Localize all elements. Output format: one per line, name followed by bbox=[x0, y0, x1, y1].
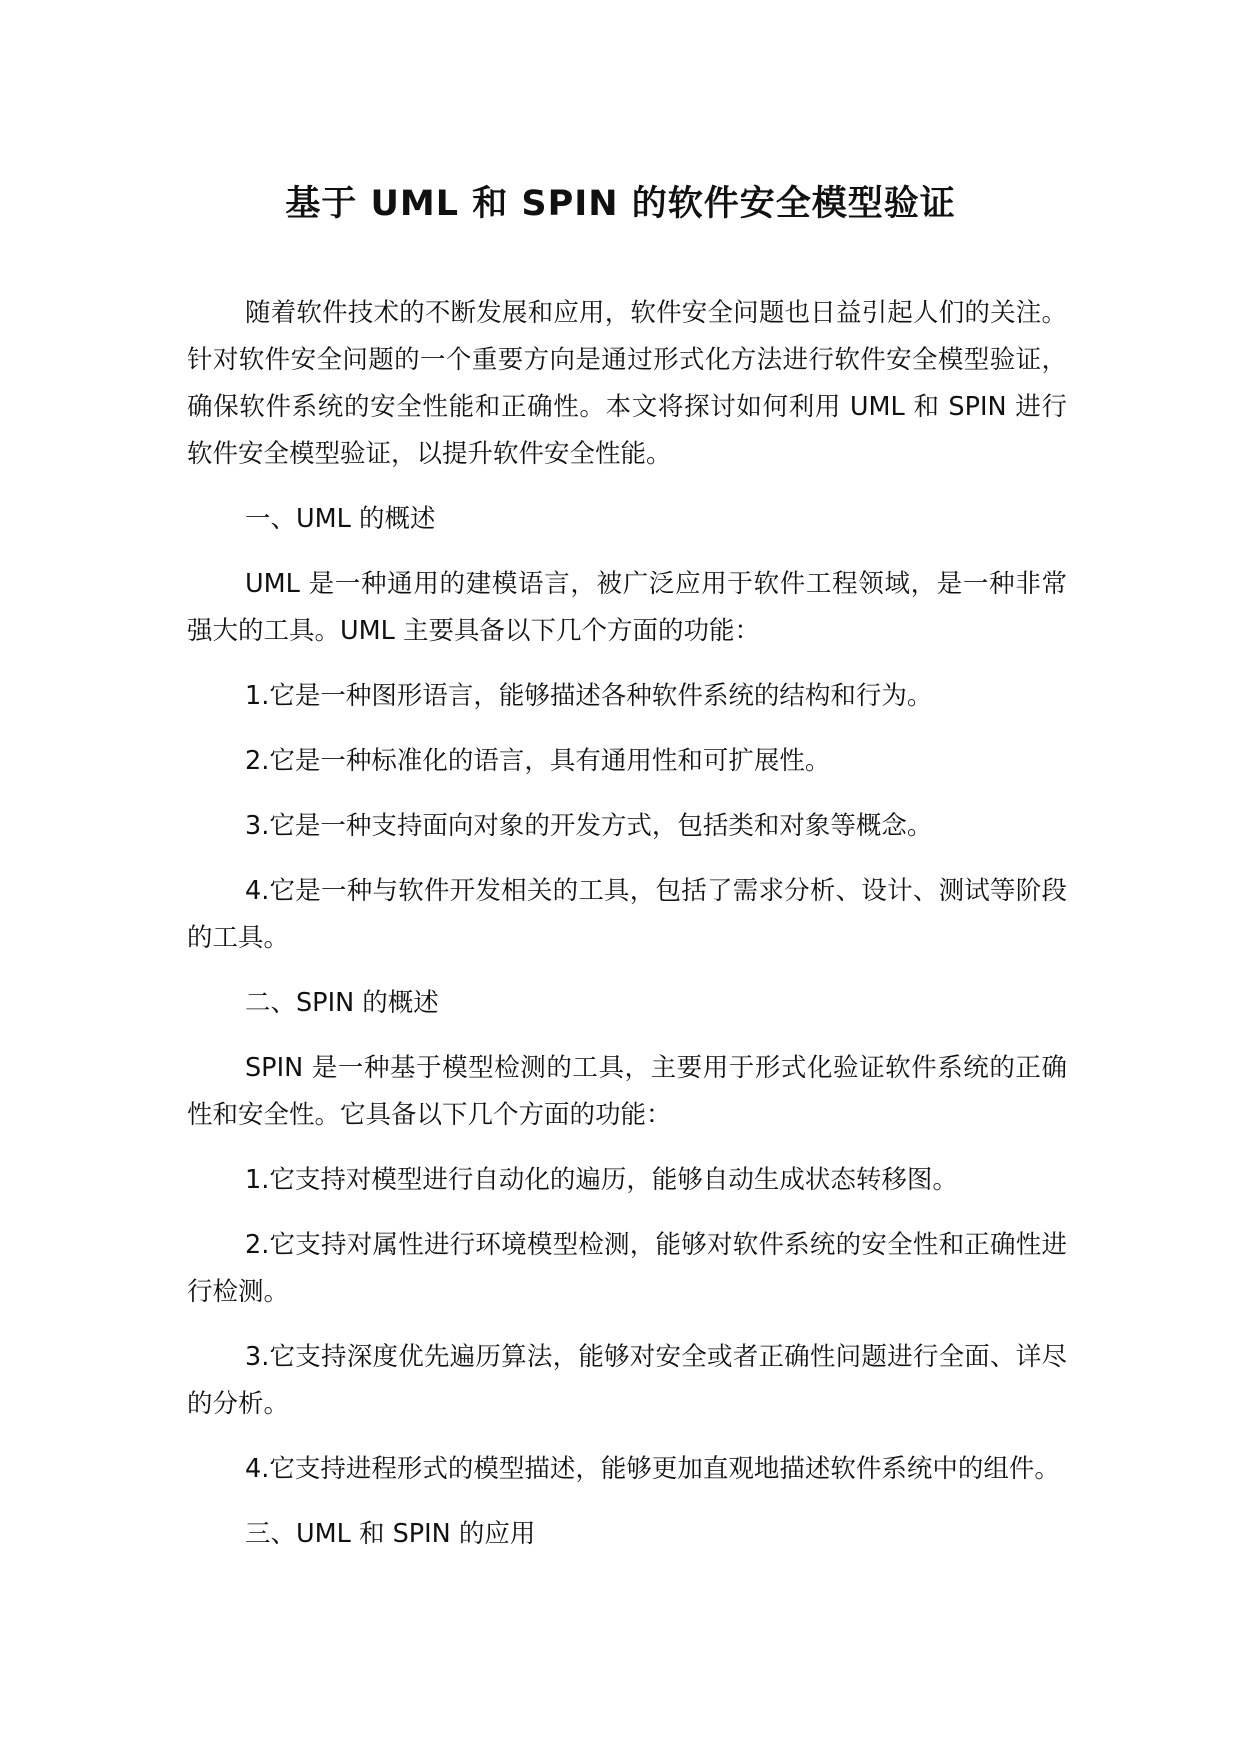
spin-feature-item: 1.它支持对模型进行自动化的遍历，能够自动生成状态转移图。 bbox=[245, 1165, 958, 1195]
intro-paragraph: 随着软件技术的不断发展和应用，软件安全问题也日益引起人们的关注。针对软件安全问题的一个重要方向是通过形式化方法进行软件安全模型验证，确保软件系统的安全性能和正确性。本文将探讨如何利用 UML 和 SPIN 进行软件安全模型验证，以提升软件安全性能。 bbox=[187, 298, 1067, 469]
uml-feature-item: 4.它是一种与软件开发相关的工具，包括了需求分析、设计、测试等阶段的工具。 bbox=[187, 876, 1067, 953]
section-heading-application: 三、UML 和 SPIN 的应用 bbox=[245, 1519, 536, 1549]
section-heading-spin: 二、SPIN 的概述 bbox=[245, 988, 439, 1018]
section-heading-uml: 一、UML 的概述 bbox=[245, 504, 436, 534]
spin-overview-paragraph: SPIN 是一种基于模型检测的工具，主要用于形式化验证软件系统的正确性和安全性。它具备以下几个方面的功能： bbox=[187, 1053, 1067, 1130]
uml-feature-item: 1.它是一种图形语言，能够描述各种软件系统的结构和行为。 bbox=[245, 681, 933, 711]
uml-overview-paragraph: UML 是一种通用的建模语言，被广泛应用于软件工程领域，是一种非常强大的工具。UML 主要具备以下几个方面的功能： bbox=[187, 569, 1067, 646]
spin-feature-item: 3.它支持深度优先遍历算法，能够对安全或者正确性问题进行全面、详尽的分析。 bbox=[187, 1342, 1067, 1419]
spin-feature-item: 4.它支持进程形式的模型描述，能够更加直观地描述软件系统中的组件。 bbox=[245, 1454, 1060, 1484]
uml-feature-item: 2.它是一种标准化的语言，具有通用性和可扩展性。 bbox=[245, 746, 831, 776]
spin-feature-item: 2.它支持对属性进行环境模型检测，能够对软件系统的安全性和正确性进行检测。 bbox=[187, 1230, 1067, 1307]
document-title: 基于 UML 和 SPIN 的软件安全模型验证 bbox=[285, 184, 956, 224]
uml-feature-item: 3.它是一种支持面向对象的开发方式，包括类和对象等概念。 bbox=[245, 811, 933, 841]
document-body bbox=[187, 290, 1067, 1558]
